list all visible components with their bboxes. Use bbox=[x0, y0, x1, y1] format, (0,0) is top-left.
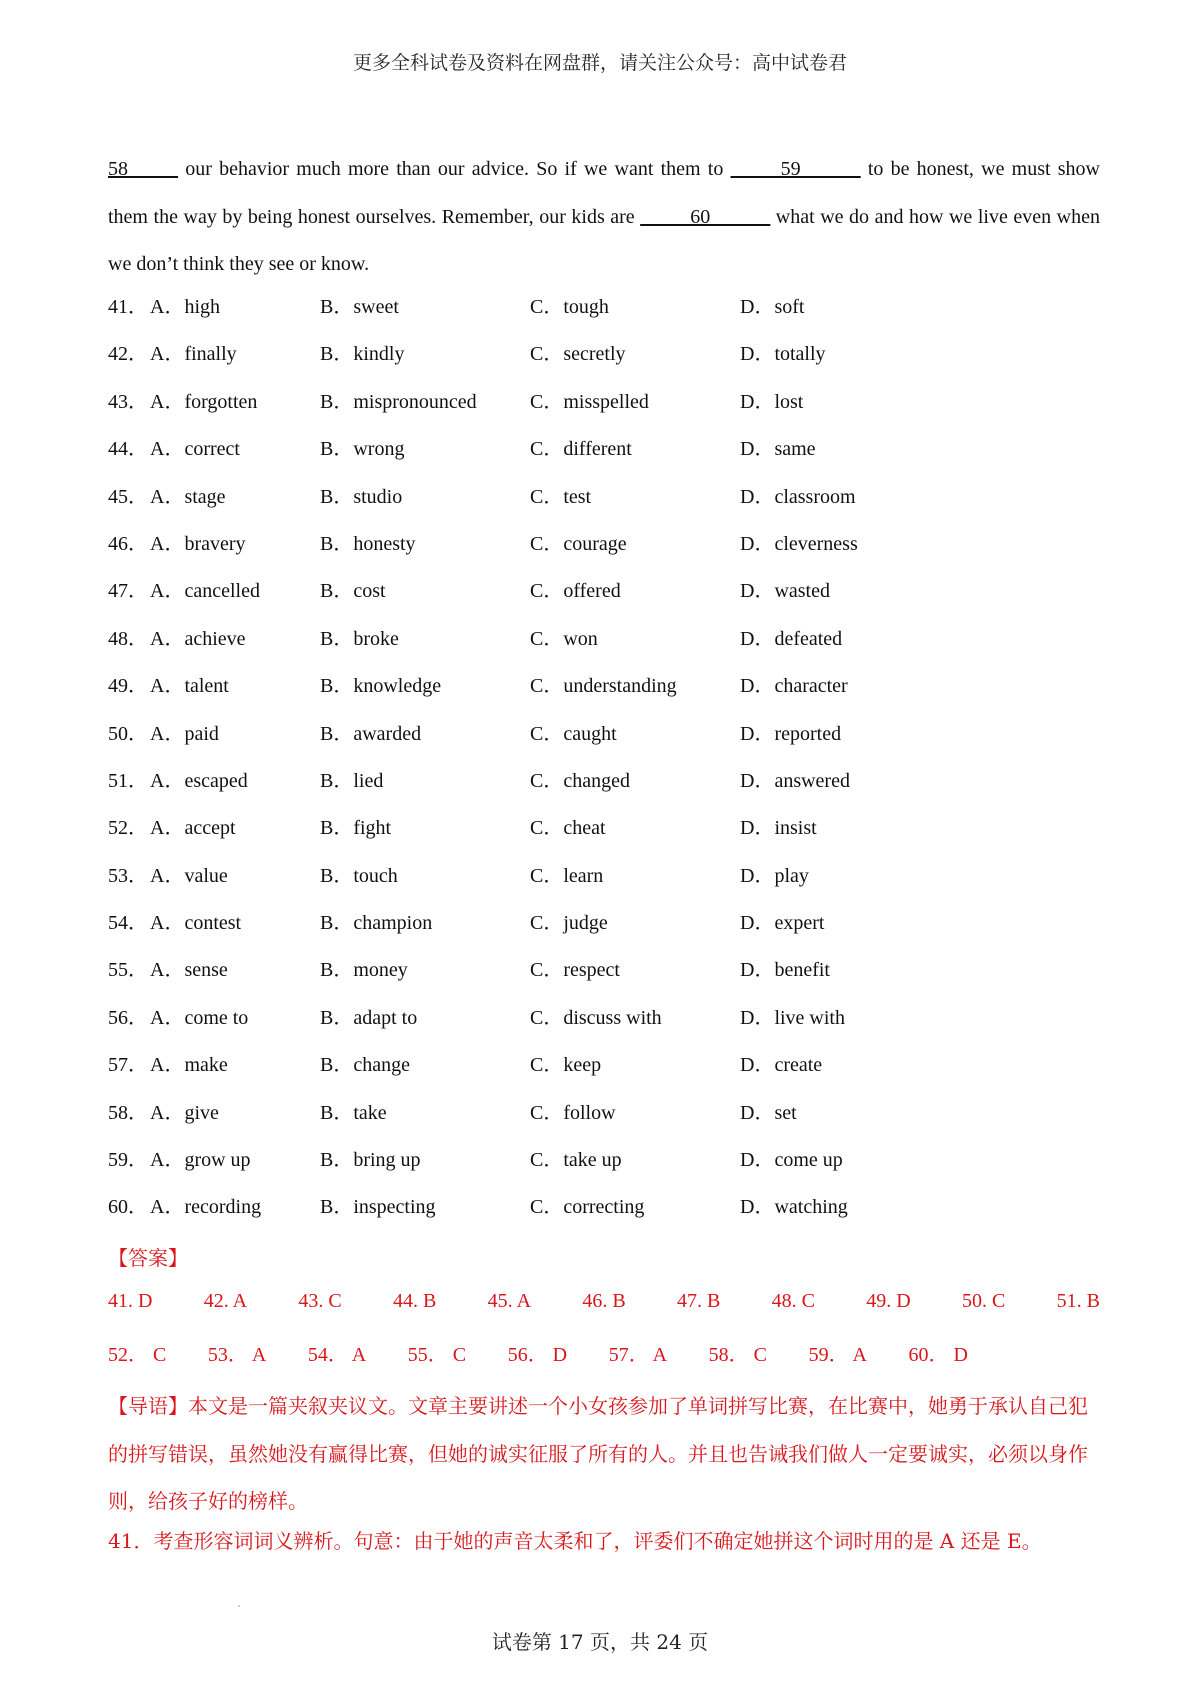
blank-59: _____59______ bbox=[730, 158, 861, 180]
option-a: A．bravery bbox=[150, 532, 246, 555]
option-d: D．play bbox=[740, 864, 809, 887]
option-c: C．secretly bbox=[530, 343, 626, 366]
option-d: D．totally bbox=[740, 343, 826, 366]
option-row bbox=[108, 898, 1108, 945]
option-c: C．changed bbox=[530, 769, 630, 792]
question-number: 58． bbox=[108, 1101, 148, 1124]
option-d: D．soft bbox=[740, 296, 805, 318]
option-a: A．correct bbox=[150, 438, 240, 461]
option-row bbox=[108, 472, 1108, 519]
option-b: B．wrong bbox=[320, 438, 405, 461]
answer-item: 44. B bbox=[393, 1290, 437, 1312]
question-number: 57． bbox=[108, 1054, 148, 1077]
answer-item: 48. C bbox=[771, 1290, 815, 1312]
option-c: C．caught bbox=[530, 722, 617, 745]
question-number: 53． bbox=[108, 864, 148, 887]
option-d: D．defeated bbox=[740, 627, 843, 650]
option-c: C．take up bbox=[530, 1149, 622, 1172]
answer-item: 59． A bbox=[808, 1344, 867, 1366]
option-c: C．tough bbox=[530, 296, 609, 318]
option-row bbox=[108, 803, 1108, 850]
question-number: 60． bbox=[108, 1196, 148, 1219]
answer-item: 53． A bbox=[207, 1344, 267, 1366]
option-d: D．cleverness bbox=[740, 532, 858, 555]
option-c: C．follow bbox=[530, 1101, 616, 1124]
option-d: D．live with bbox=[740, 1006, 845, 1029]
answer-item: 54． A bbox=[307, 1344, 367, 1366]
option-d: D．insist bbox=[740, 817, 817, 840]
option-a: A．cancelled bbox=[150, 580, 260, 603]
option-a: A．accept bbox=[150, 817, 236, 840]
option-c: C．test bbox=[530, 485, 592, 508]
question-number: 44． bbox=[108, 438, 148, 461]
option-c: C．discuss with bbox=[530, 1006, 662, 1029]
answer-item: 52． C bbox=[108, 1344, 167, 1366]
question-number: 59． bbox=[108, 1149, 148, 1172]
option-a: A．escaped bbox=[150, 769, 248, 792]
page-footer: 试卷第 17 页，共 24 页 bbox=[491, 1630, 709, 1654]
answer-item: 56． D bbox=[507, 1344, 568, 1366]
option-c: C．learn bbox=[530, 864, 604, 887]
question-number: 52． bbox=[108, 817, 148, 840]
option-d: D．reported bbox=[740, 722, 842, 745]
option-b: B．adapt to bbox=[320, 1006, 418, 1029]
question-number: 41． bbox=[108, 296, 148, 318]
question-number: 47． bbox=[108, 580, 148, 603]
question-number: 56． bbox=[108, 1006, 148, 1029]
option-c: C．keep bbox=[530, 1054, 602, 1077]
option-b: B．mispronounced bbox=[320, 390, 477, 413]
option-d: D．same bbox=[740, 438, 816, 461]
option-c: C．correcting bbox=[530, 1196, 645, 1219]
option-a: A．finally bbox=[150, 343, 237, 366]
option-b: B．cost bbox=[320, 580, 386, 603]
answer-item: 45. A bbox=[487, 1290, 532, 1312]
option-c: C．different bbox=[530, 438, 632, 461]
question-number: 46． bbox=[108, 532, 148, 555]
option-a: A．come to bbox=[150, 1006, 249, 1029]
answer-item: 47. B bbox=[676, 1290, 721, 1312]
option-row bbox=[108, 945, 1108, 992]
question-number: 45． bbox=[108, 485, 148, 508]
option-b: B．bring up bbox=[320, 1149, 421, 1172]
option-a: A．recording bbox=[150, 1196, 262, 1219]
option-a: A．sense bbox=[150, 959, 228, 982]
answer-item: 50. C bbox=[961, 1290, 1006, 1312]
answer-item: 58． C bbox=[708, 1344, 767, 1366]
option-a: A．contest bbox=[150, 912, 242, 935]
option-row bbox=[108, 1040, 1108, 1087]
option-d: D．classroom bbox=[740, 485, 856, 508]
answer-item: 49. D bbox=[866, 1290, 911, 1312]
option-row bbox=[108, 566, 1108, 613]
option-a: A．give bbox=[150, 1101, 219, 1124]
question-number: 51． bbox=[108, 769, 148, 792]
passage-segment-1: our behavior much more than our advice. So if we want them to bbox=[178, 158, 731, 180]
answer-item: 60． D bbox=[908, 1344, 968, 1366]
option-d: D．watching bbox=[740, 1196, 848, 1219]
option-d: D．character bbox=[740, 675, 848, 698]
option-d: D．benefit bbox=[740, 959, 830, 982]
option-b: B．sweet bbox=[320, 296, 399, 318]
option-a: A．make bbox=[150, 1054, 228, 1077]
option-b: B．honesty bbox=[320, 532, 416, 555]
option-a: A．grow up bbox=[150, 1149, 251, 1172]
option-c: C．courage bbox=[530, 532, 627, 555]
option-d: D．set bbox=[740, 1101, 797, 1124]
intro-label: 【导语】 bbox=[108, 1394, 188, 1418]
answer-list-row-1 bbox=[108, 1290, 1100, 1313]
option-row bbox=[108, 1088, 1108, 1135]
option-d: D．lost bbox=[740, 390, 804, 413]
page-header: 更多全科试卷及资料在网盘群，请关注公众号：高中试卷君 bbox=[352, 52, 847, 74]
passage-text bbox=[108, 146, 1100, 289]
option-c: C．understanding bbox=[530, 675, 677, 698]
explanation-41: 41．考查形容词词义辨析。句意：由于她的声音太柔和了，评委们不确定她拼这个词时用的是 A 还是 E。 bbox=[108, 1529, 1042, 1553]
option-b: B．touch bbox=[320, 864, 398, 887]
option-b: B．champion bbox=[320, 912, 433, 935]
question-number: 48． bbox=[108, 627, 148, 650]
option-row bbox=[108, 614, 1108, 661]
option-row bbox=[108, 519, 1108, 566]
option-d: D．wasted bbox=[740, 580, 830, 603]
option-row bbox=[108, 424, 1108, 471]
option-a: A．achieve bbox=[150, 627, 246, 650]
answer-item: 42. A bbox=[203, 1290, 248, 1312]
option-d: D．answered bbox=[740, 769, 850, 792]
question-number: 42． bbox=[108, 343, 148, 366]
option-c: C．offered bbox=[530, 580, 621, 603]
passage-segment-2: to be honest, we must show them the way by being honest ourselves. Remember, our kids are bbox=[108, 158, 1100, 228]
option-c: C．cheat bbox=[530, 817, 606, 840]
option-b: B．studio bbox=[320, 485, 403, 508]
option-row bbox=[108, 709, 1108, 756]
question-number: 43． bbox=[108, 390, 148, 413]
answer-item: 51. B bbox=[1056, 1290, 1100, 1312]
option-row bbox=[108, 377, 1108, 424]
option-a: A．stage bbox=[150, 485, 226, 508]
option-a: A．forgotten bbox=[150, 390, 258, 413]
option-b: B．inspecting bbox=[320, 1196, 436, 1219]
option-d: D．come up bbox=[740, 1149, 843, 1172]
option-row bbox=[108, 282, 1108, 329]
option-c: C．won bbox=[530, 627, 598, 650]
question-number: 50． bbox=[108, 722, 148, 745]
answer-item: 43. C bbox=[298, 1290, 342, 1312]
option-a: A．high bbox=[150, 296, 220, 318]
option-b: B．lied bbox=[320, 769, 384, 792]
option-b: B．knowledge bbox=[320, 675, 442, 698]
option-b: B．broke bbox=[320, 627, 399, 650]
option-row bbox=[108, 329, 1108, 376]
answer-list-row-2 bbox=[108, 1338, 968, 1367]
intro-text: 本文是一篇夹叙夹议文。文章主要讲述一个小女孩参加了单词拼写比赛，在比赛中，她勇于承认自己犯的拼写错误，虽然她没有赢得比赛，但她的诚实征服了所有的人。并且也告诫我们做人一定要诚实，必须以身作则，给孩子好的榜样。 bbox=[108, 1394, 1088, 1513]
answer-item: 55． C bbox=[407, 1344, 467, 1366]
option-row bbox=[108, 851, 1108, 898]
option-row bbox=[108, 661, 1108, 708]
option-row bbox=[108, 756, 1108, 803]
passage-segment-3: what we do and how we live even when we don’t think they see or know. bbox=[108, 205, 1100, 275]
option-d: D．create bbox=[740, 1054, 823, 1077]
option-row bbox=[108, 993, 1108, 1040]
answer-item: 46. B bbox=[582, 1290, 626, 1312]
option-c: C．judge bbox=[530, 912, 608, 935]
scan-dot bbox=[238, 1605, 240, 1607]
option-a: A．talent bbox=[150, 675, 229, 698]
option-row bbox=[108, 1135, 1108, 1182]
blank-60: _____60______ bbox=[640, 205, 771, 228]
answer-heading: 【答案】 bbox=[108, 1246, 188, 1270]
option-b: B．money bbox=[320, 959, 408, 982]
options-list bbox=[108, 282, 1108, 1230]
option-a: A．paid bbox=[150, 722, 219, 745]
option-b: B．fight bbox=[320, 817, 392, 840]
option-c: C．misspelled bbox=[530, 390, 649, 413]
option-d: D．expert bbox=[740, 912, 825, 935]
option-row bbox=[108, 1182, 1108, 1229]
intro-paragraph bbox=[108, 1383, 1100, 1526]
question-number: 54． bbox=[108, 912, 148, 935]
option-a: A．value bbox=[150, 864, 228, 887]
answer-item: 57． A bbox=[608, 1344, 668, 1366]
question-number: 49． bbox=[108, 675, 148, 698]
option-b: B．awarded bbox=[320, 722, 422, 745]
option-b: B．change bbox=[320, 1054, 410, 1077]
question-number: 55． bbox=[108, 959, 148, 982]
answer-item: 41. D bbox=[108, 1290, 153, 1312]
option-b: B．take bbox=[320, 1101, 387, 1124]
blank-58: 58_____ bbox=[108, 158, 178, 180]
option-c: C．respect bbox=[530, 959, 620, 982]
option-b: B．kindly bbox=[320, 343, 405, 366]
